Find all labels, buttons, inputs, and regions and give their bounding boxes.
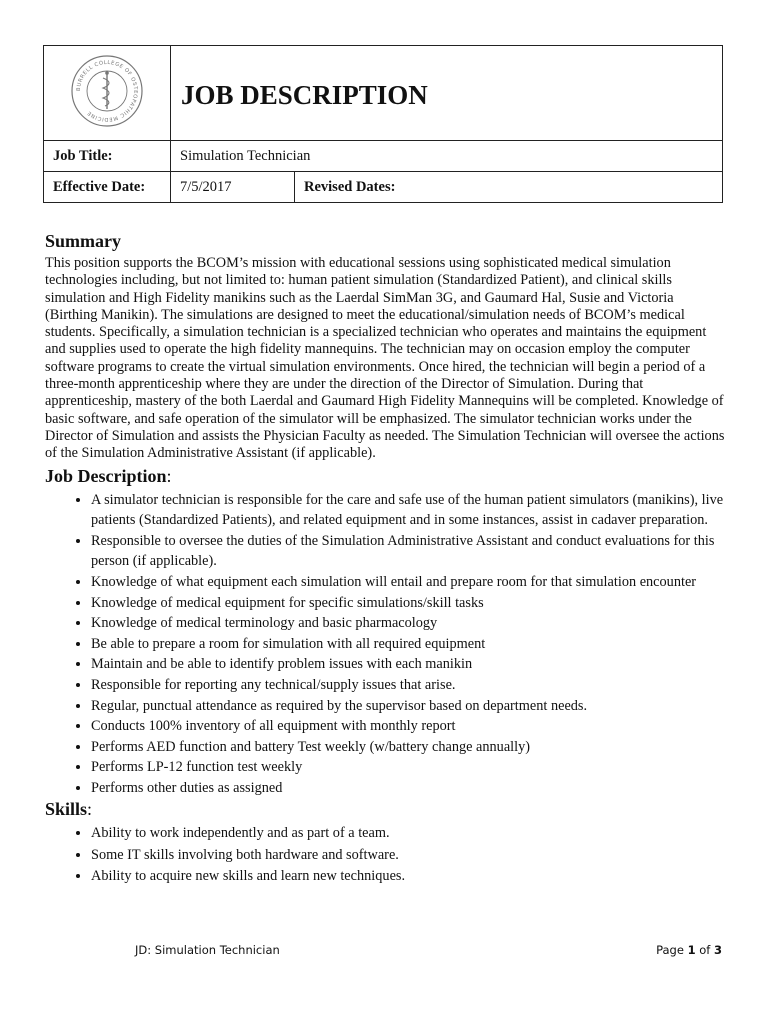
effective-date-value: 7/5/2017 (171, 172, 295, 203)
summary-text: This position supports the BCOM’s mission with educational sessions using sophisticated medical simulation technologies including, but not limited to: human patient simulation (Standardized Patient), and clinical skills simulation and High Fidelity manikins such as the Laerdal SimMan 3G, and Gaumard Hal, Susie and Victoria (Birthing Manikin). The simulations are designed to meet the educational/simulation needs of BCOM’s medical students. Specifically, a simulation technician is a specialized technician who operates and maintains the equipment and supplies used to operate the high fidelity mannequins. The technician may on occasion employ the computer software programs to create the virtual simulation environments. Once hired, the technician will begin a period of a three-month apprenticeship where they are under the direction of the Director of Simulation. During that apprenticeship, mastery of the both Laerdal and Gaumard High Fidelity Mannequins will be completed. Knowledge of basic software, and safe operation of the simulator will be emphasized. The simulator technician works under the Director of Simulation and assists the Physician Faculty as needed. The Simulation Technician will oversee the actions of the Simulation Administrative Assistant (if applicable). (45, 255, 725, 462)
page-prefix: Page (656, 943, 688, 957)
list-item: • Knowledge of medical terminology and basic pharmacology (91, 613, 725, 634)
list-item: • Performs other duties as assigned (91, 778, 725, 799)
skills-heading (45, 798, 725, 820)
job-title-value: Simulation Technician (171, 141, 723, 172)
list-item: • Maintain and be able to identify problem issues with each manikin (91, 654, 725, 675)
page-current: 1 (687, 943, 696, 957)
page-title: JOB DESCRIPTION (171, 46, 723, 141)
footer-document-label: JD: Simulation Technician (135, 943, 280, 957)
list-item: • Knowledge of medical equipment for specific simulations/skill tasks (91, 593, 725, 614)
job-description-heading-text: Job Description (45, 465, 167, 486)
revised-dates-label: Revised Dates: (295, 172, 723, 203)
job-title-label: Job Title: (44, 141, 171, 172)
list-item: • Performs AED function and battery Test weekly (w/battery change annually) (91, 737, 725, 758)
logo-cell (44, 46, 171, 141)
page-of: of (695, 943, 714, 957)
page-number (656, 943, 722, 957)
skills-list (45, 823, 725, 888)
list-item: • Performs LP-12 function test weekly (91, 757, 725, 778)
effective-date-label: Effective Date: (44, 172, 171, 203)
college-seal-logo (70, 54, 144, 128)
job-description-heading-colon: : (166, 465, 172, 486)
list-item: • Knowledge of what equipment each simulation will entail and prepare room for that simulation encounter (91, 572, 725, 593)
list-item: • Some IT skills involving both hardware and software. (91, 845, 725, 867)
job-description-heading (45, 465, 725, 487)
list-item: • Responsible for reporting any technical/supply issues that arise. (91, 675, 725, 696)
page-total: 3 (713, 943, 722, 957)
list-item: • A simulator technician is responsible for the care and safe use of the human patient simulators (manikins), live patients (Standardized Patients), and related equipment and in some instances, assist in cadaver preparation. (91, 490, 725, 531)
header-table (43, 45, 723, 203)
summary-heading: Summary (45, 231, 121, 251)
list-item: • Ability to work independently and as part of a team. (91, 823, 725, 845)
job-description-list (45, 490, 725, 799)
list-item: • Be able to prepare a room for simulation with all required equipment (91, 634, 725, 655)
list-item: • Conducts 100% inventory of all equipment with monthly report (91, 716, 725, 737)
list-item: • Regular, punctual attendance as required by the supervisor based on department needs. (91, 696, 725, 717)
list-item: • Responsible to oversee the duties of the Simulation Administrative Assistant and conduct evaluations for this person (if applicable). (91, 531, 725, 572)
list-item: • Ability to acquire new skills and learn new techniques. (91, 866, 725, 888)
svg-text:BURRELL COLLEGE OF OSTEOPATHIC: BURRELL COLLEGE OF OSTEOPATHIC MEDICINE (75, 59, 139, 122)
skills-heading-colon: : (87, 799, 93, 820)
document-body (45, 230, 725, 888)
skills-heading-text: Skills (45, 799, 88, 820)
